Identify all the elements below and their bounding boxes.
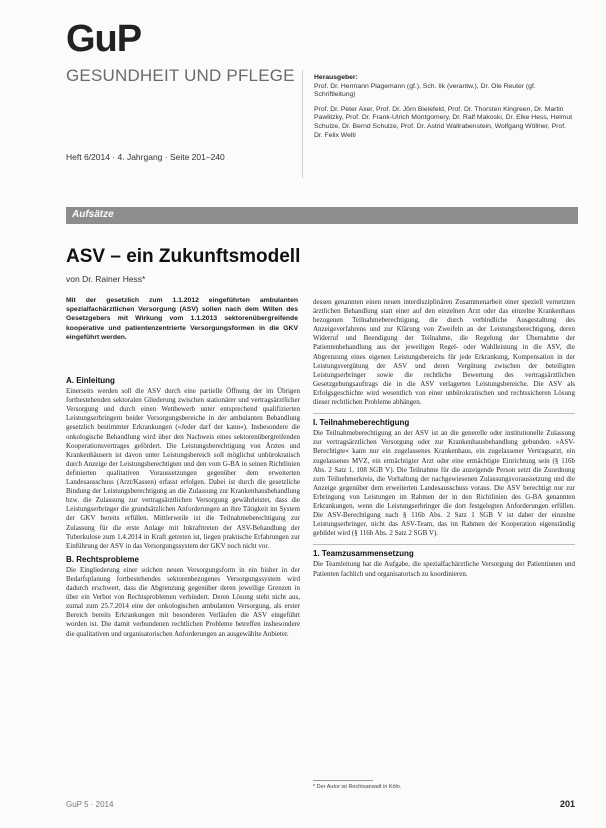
publisher-header: Herausgeber: [314, 74, 358, 81]
section-band [66, 207, 578, 224]
page-number: 201 [560, 799, 576, 809]
section-rule [313, 544, 575, 545]
journal-subtitle: GESUNDHEIT UND PFLEGE [66, 66, 295, 85]
footer-journal: GuP 5 · 2014 [66, 800, 114, 809]
right-column [313, 298, 575, 583]
article-author: von Dr. Rainer Hess* [66, 274, 146, 284]
journal-logo: GuP [66, 18, 142, 60]
publisher-editors: Prof. Dr. Hermann Plagemann (gf.), Sch. Ilk (verantw.), Dr. Ole Reuter (gf. Schriftleitung) [314, 82, 536, 99]
masthead-divider [302, 70, 303, 178]
issue-line: Heft 6/2014 · 4. Jahrgang · Seite 201–240 [66, 152, 225, 162]
section-rule [313, 413, 575, 414]
left-column [66, 372, 300, 643]
publisher-block [314, 74, 576, 146]
paragraph-2: Die Teamleitung hat die Aufgabe, die spezialfachärztliche Versorgung der Patientinnen und Patienten fachlich und organisatorisch zu koordinieren. [313, 560, 575, 578]
paragraph-a: Einerseits werden soll die ASV durch eine partielle Öffnung der im Übrigen fortbestehenden sektoralen Gliederung zwischen stationärer und vertragsärztlicher Versorgung und durch einen Wettbewerb unter entsprechend qualifizierten Leistungserbringern beider Versorgungsbereiche in der ambulanten Behandlung gesetzlich bestimmter Erkrankungen (»Jeder darf der kann«). Insbesondere die onkologische Behandlung wird über den Nachweis eines sektorenübergreifenden Kooperationsvertrages gefördert. Die Leistungsberechtigung von Ärzten und Krankenhäusern ist davon unter Leistungsbereich soll möglichst unbürokratisch durch Anzeige der Leistungsberechtigten und den vom G-BA in seinen Richtlinien definierten qualitativen Voraussetzungen gegenüber dem erweiterten Landesausschuss (Arzt/Kassen) erfasst erfolgen. Dabei ist durch die gesetzliche Bindung der Leistungsberechtigung an die Zulassung zur Krankenhausbehandlung bzw. die Zulassung zur vertragsärztlichen Versorgung gewährleistet, dass die Leistungserbringer die grundsätzlichen Anforderungen an ihre Tätigkeit im System der GKV bereits erfüllen. Mittlerweile ist die Teilnahmeberechtigung zur Zulassung für die erste Anlage mit Inkrafttreten der ASV-Behandlung der Tuberkulose zum 1.4.2014 in Kraft getreten ist, liegen praktische Erfahrungen zur Einführung der ASV in das Versorgungssystem der GKV noch nicht vor. [66, 387, 300, 550]
section-label: Aufsätze [72, 209, 114, 220]
footnote-rule [313, 780, 373, 781]
paragraph-right-top: dessen genannten einen neuen interdisziplinären Zusammenarbeit einer speziell vernetzten ärztlichen Behandlung statt einer auf den einzelnen Arzt oder das einzelne Krankenhaus bezogenen Teilnahmeberechtigung, die durch verbindliche Ausgestaltung des Anzeigeverfahrens und zur Klärung von Zweifeln an der Leistungsberechtigung, deren Widerruf und Beendigung der Teilnahme, die Regelung der Übernahme der Patientenbehandlung aus der jeweiligen Regel- oder Wahlleistung in die ASV, die Abgrenzung eines eigenen Leistungsbereichs für jede Erkrankung, Kompensation in der Leistungsvergütung der ASV und deren Vergütung zwischen der beteiligten Leistungserbringer sowie die rechtliche Bewertung des vertragsärztlichen Gesetzgebungsauftrags die in die ASV verlagerten Leistungsbereiche. Die ASV als Erfolgsgeschichte wird wesentlich von einer unbürokratischen und rechtssicheren Lösung dieser rechtlichen Probleme abhängen. [313, 298, 575, 407]
heading-b: B. Rechtsprobleme [66, 554, 139, 564]
paragraph-1: Die Teilnahmeberechtigung an der ASV ist an die generelle oder institutionelle Zulassung zur vertragsärztlichen Versorgung oder zur Krankenhausbehandlung gebunden. »ASV-Berechtigte« kann nur ein zugelassenes Krankenhaus, ein zugelassener Vertragsarzt, ein zugelassenes MVZ, ein ermächtigter Arzt oder eine ermächtigte Einrichtung sein (§ 116b Abs. 2 Satz 1, 108 SGB V). Die Teilnahme für die anzeigende Person setzt die Zuordnung zum Teilnehmerkreis, die Vorhaltung der nachgewiesenen Zulassungsvoraussetzung und die Anzeige gegenüber dem erweiterten Landesausschuss voraus. Die ASV berechtigt nur zur Erbringung von Leistungen im Rahmen der in den Richtlinien des G-BA genannten Erkrankungen, wenn die Leistungserbringer die dort festgelegten Anforderungen erfüllen. Die ASV-Berechtigung nach § 116b Abs. 2 Satz 1 SGB V ist daher der einzelne Leistungserbringer, nicht das ASV-Team, das im Rahmen der Kooperation eigenständig gebildet wird (§ 116b Abs. 2 Satz 2 SGB V). [313, 429, 575, 538]
article-title: ASV – ein Zukunftsmodell [66, 246, 301, 267]
heading-2: 1. Teamzusammensetzung [313, 549, 414, 559]
footnote: * Der Autor ist Rechtsanwalt in Köln. [313, 784, 402, 790]
heading-a: A. Einleitung [66, 376, 115, 385]
heading-1: I. Teilnahmeberechtigung [313, 418, 410, 428]
paragraph-b: Die Eingliederung einer solchen neuen Versorgungsform in ein bisher in der Bedarfsplanung fortbestehendes sektorenbezogenes Versorgungssystem wird dadurch erschwert, dass die Abgrenzung gegenüber deren jeweilige Grenzen in über ein Verbot von Rechtsproblemen verhindert. Deren Lösung steht nicht aus, zumal zum 25.7.2014 eine der onkologischen ambulanten Versorgung, als erster Bereich bereits Erkrankungen mit besonderen Verläufen die ASV eingeführt worden ist. Die damit verbundenen rechtlichen Probleme betreffen insbesondere die qualitativen und organisatorischen Anforderungen an ausgewählte Anbieter. [66, 565, 300, 638]
article-abstract: Mit der gesetzlich zum 1.1.2012 eingeführten ambulanten spezialfachärztlichen Versorgung (ASV) sollen nach dem Willen des Gesetzgebers mit Wirkung vom 1.1.2013 sektorenübergreifende kooperative und patientenzentrierte Versorgungsformen in die GKV eingeführt werden. [66, 297, 298, 341]
publisher-board: Prof. Dr. Peter Axer, Prof. Dr. Jörn Bielefeld, Prof. Dr. Thorsten Kingreen, Dr. Martin Pawlitzky, Prof. Dr. Frank-Ulrich Montgomery, Dr. Ralf Makoski, Dr. Elke Hess, Helmut Schulze, Dr. Bernd Schulze, Prof. Dr. Astrid Wallrabenstein, Wolfgang Wöllner, Prof. Dr. Felix Welti [314, 105, 573, 139]
